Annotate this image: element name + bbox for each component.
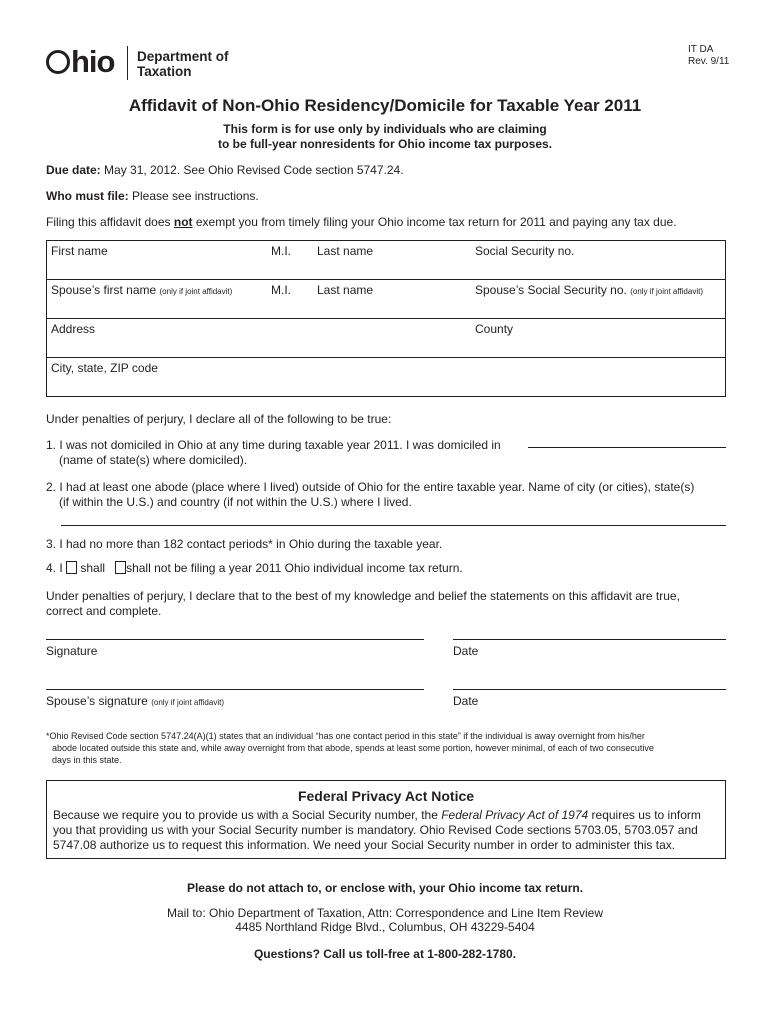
shall-checkbox[interactable] xyxy=(66,561,77,574)
spouse-signature-text: Spouse’s signature xyxy=(46,694,148,708)
who-must-file xyxy=(46,189,259,204)
joint-note: (only if joint affidavit) xyxy=(630,287,703,296)
spouse-signature-label xyxy=(46,694,224,710)
form-subtitle xyxy=(0,122,770,152)
spouse-ssn-label: Spouse’s Social Security no. xyxy=(475,283,627,297)
privacy-line1-before: Because we require you to provide us with a Social Security number, the xyxy=(53,808,442,822)
filing-note xyxy=(46,215,677,230)
item-2 xyxy=(46,480,694,510)
who-must-file-text: Please see instructions. xyxy=(128,189,259,203)
city-state-zip-field[interactable]: City, state, ZIP code xyxy=(51,361,158,375)
item-4-prefix: 4. I xyxy=(46,561,63,575)
first-name-field[interactable]: First name xyxy=(51,244,108,258)
department-line1: Department of xyxy=(137,49,229,64)
grid-divider xyxy=(47,318,725,319)
do-not-attach-note: Please do not attach to, or enclose with, your Ohio income tax return. xyxy=(186,881,584,895)
filing-note-before: Filing this affidavit does xyxy=(46,215,174,229)
mail-line1: Mail to: Ohio Department of Taxation, Attn: Correspondence and Line Item Review xyxy=(166,906,603,920)
spouse-ssn-field[interactable] xyxy=(475,283,703,297)
signature-line[interactable] xyxy=(46,639,424,640)
shall-label: shall xyxy=(80,561,106,575)
personal-info-grid xyxy=(46,240,726,397)
due-date-label: Due date: xyxy=(46,163,101,177)
final-declaration-line2: correct and complete. xyxy=(46,604,162,618)
privacy-line2: you that providing us with your Social Security number is mandatory. Ohio Revised Code sections 5703.05, 5703.057 and xyxy=(53,823,698,837)
mailing-address xyxy=(0,906,770,934)
privacy-act-name: Federal Privacy Act of 1974 xyxy=(441,808,589,822)
ssn-field[interactable]: Social Security no. xyxy=(475,244,575,258)
final-declaration xyxy=(46,589,680,619)
item-1-line2: (name of state(s) where domiciled). xyxy=(59,453,248,467)
item-3: 3. I had no more than 182 contact periods* in Ohio during the taxable year. xyxy=(46,537,443,551)
privacy-text xyxy=(47,804,725,853)
footnote-line3: days in this state. xyxy=(52,755,122,765)
declare-intro: Under penalties of perjury, I declare all of the following to be true: xyxy=(46,412,392,426)
questions-phone: Questions? Call us toll-free at 1-800-282-1780. xyxy=(253,947,517,961)
item-1 xyxy=(46,438,501,468)
due-date-text: May 31, 2012. See Ohio Revised Code section 5747.24. xyxy=(100,163,404,177)
domicile-state-line[interactable] xyxy=(528,447,726,448)
spouse-date-line[interactable] xyxy=(453,689,726,690)
abode-location-line[interactable] xyxy=(61,525,726,526)
grid-divider xyxy=(47,279,725,280)
spouse-signature-note: (only if joint affidavit) xyxy=(151,698,224,707)
contact-period-footnote xyxy=(46,730,730,766)
spouse-signature-line[interactable] xyxy=(46,689,424,690)
last-name-field[interactable]: Last name xyxy=(317,244,374,258)
spouse-first-label: Spouse’s first name xyxy=(51,283,157,297)
signature-label: Signature xyxy=(46,644,98,658)
shall-not-checkbox[interactable] xyxy=(115,561,126,574)
item-2-line2: (if within the U.S.) and country (if not within the U.S.) where I lived. xyxy=(59,495,412,509)
logo-text: hio xyxy=(71,44,115,79)
filing-note-emphasis: not xyxy=(173,215,193,229)
privacy-line3: 5747.08 authorize us to request this information. We need your Social Security number in order to administer this tax. xyxy=(53,838,676,852)
spouse-first-name-field[interactable] xyxy=(51,283,232,297)
subtitle-line2: to be full-year nonresidents for Ohio income tax purposes. xyxy=(217,137,553,151)
logo-o-icon xyxy=(46,50,70,74)
form-id: IT DA xyxy=(688,44,714,55)
grid-divider xyxy=(47,357,725,358)
spouse-date-label: Date xyxy=(453,694,479,708)
address-field[interactable]: Address xyxy=(51,322,96,336)
department-line2: Taxation xyxy=(137,64,192,79)
item-4 xyxy=(46,561,463,576)
item-1-line1: 1. I was not domiciled in Ohio at any time during taxable year 2011. I was domiciled in xyxy=(46,438,501,452)
privacy-notice-box xyxy=(46,780,726,859)
joint-note: (only if joint affidavit) xyxy=(159,287,233,296)
ohio-logo xyxy=(46,44,115,80)
spouse-mi-field[interactable]: M.I. xyxy=(271,283,291,297)
filing-note-after: exempt you from timely filing your Ohio income tax return for 2011 and paying any tax due. xyxy=(192,215,677,229)
form-id-block xyxy=(688,44,729,68)
department-name xyxy=(137,49,229,79)
mail-line2: 4485 Northland Ridge Blvd., Columbus, OH 43229-5404 xyxy=(235,920,535,934)
privacy-line1-after: requires us to inform xyxy=(588,808,701,822)
privacy-title: Federal Privacy Act Notice xyxy=(297,788,475,804)
logo-divider xyxy=(127,46,128,80)
due-date xyxy=(46,163,404,178)
shall-not-label: shall not be filing a year 2011 Ohio individual income tax return. xyxy=(126,561,463,575)
county-field[interactable]: County xyxy=(475,322,514,336)
privacy-line1 xyxy=(53,808,719,823)
mi-field[interactable]: M.I. xyxy=(271,244,291,258)
date-line[interactable] xyxy=(453,639,726,640)
footnote-line2: abode located outside this state and, while away overnight from that abode, spends at least some portion, however minimal, of each of two consecutive xyxy=(52,743,654,753)
who-must-file-label: Who must file: xyxy=(46,189,129,203)
form-revision: Rev. 9/11 xyxy=(688,56,730,67)
item-2-line1: 2. I had at least one abode (place where I lived) outside of Ohio for the entire taxable year. Name of city (or cities), state(s) xyxy=(46,480,695,494)
footnote-line1: *Ohio Revised Code section 5747.24(A)(1) states that an individual “has one contact period in this state” if the individual is away overnight from his/her xyxy=(46,731,645,741)
final-declaration-line1: Under penalties of perjury, I declare that to the best of my knowledge and belief the statements on this affidavit are true, xyxy=(46,589,680,603)
spouse-last-name-field[interactable]: Last name xyxy=(317,283,374,297)
form-title: Affidavit of Non-Ohio Residency/Domicile for Taxable Year 2011 xyxy=(128,96,642,115)
date-label: Date xyxy=(453,644,479,658)
subtitle-line1: This form is for use only by individuals who are claiming xyxy=(223,122,547,136)
